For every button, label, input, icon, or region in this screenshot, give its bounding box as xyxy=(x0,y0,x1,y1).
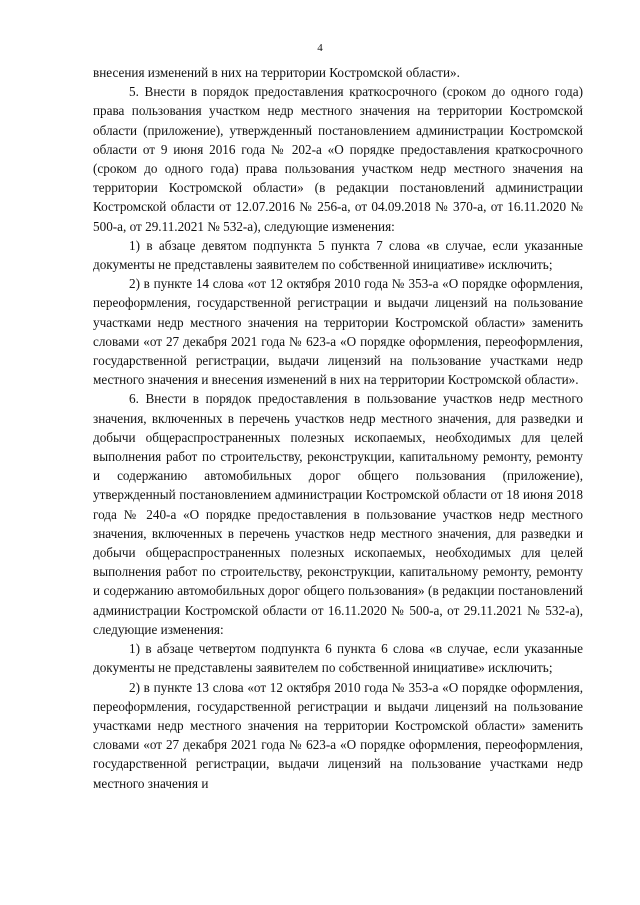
page-number: 4 xyxy=(317,42,323,54)
paragraph-item-6-1: 1) в абзаце четвертом подпункта 6 пункта 6 слова «в случае, если указанные документы не представлены заявителем по собственной инициативе» исключить; xyxy=(93,641,583,676)
paragraph-item-5-2: 2) в пункте 14 слова «от 12 октября 2010 года № 353-а «О порядке оформления, переоформления, государственной регистрации и выдачи лицензий на пользование участками недр местного значения на территории Костромской области» заменить словами «от 27 декабря 2021 года № 623-а «О порядке оформления, переоформления, государственной регистрации, выдачи лицензий на пользование участками недр местного значения и внесения изменений в них на территории Костромской области». xyxy=(93,276,583,388)
paragraph-item-6: 6. Внести в порядок предоставления в пользование участков недр местного значения, включенных в перечень участков недр местного значения, для разведки и добычи общераспространенных полезных ископаемых, необходимых для целей выполнения работ по строительству, реконструкции, капитальному ремонту, ремонту и содержанию автомобильных дорог общего пользования (приложение), утвержденный постановлением администрации Костромской области от 18 июня 2018 года № 240-а «О порядке предоставления в пользование участков недр местного значения, включенных в перечень участков недр местного значения, для разведки и добычи общераспространенных полезных ископаемых, необходимых для целей выполнения работ по строительству, реконструкции, капитальному ремонту, ремонту и содержанию автомобильных дорог общего пользования» (в редакции постановлений администрации Костромской области от 16.11.2020 № 500-а, от 29.11.2021 № 532-а), следующие изменения: xyxy=(93,391,583,637)
paragraph-item-6-2: 2) в пункте 13 слова «от 12 октября 2010 года № 353-а «О порядке оформления, переоформления, государственной регистрации и выдачи лицензий на пользование участками недр местного значения на территории Костромской области» заменить словами «от 27 декабря 2021 года № 623-а «О порядке оформления, переоформления, государственной регистрации, выдачи лицензий на пользование участками недр местного значения и xyxy=(93,679,583,791)
document-body xyxy=(93,63,583,793)
paragraph-continuation: внесения изменений в них на территории Костромской области». xyxy=(93,65,460,80)
paragraph-item-5: 5. Внести в порядок предоставления краткосрочного (сроком до одного года) права пользования участком недр местного значения на территории Костромской области (приложение), утвержденный постановлением администрации Костромской области от 9 июня 2016 года № 202-а «О порядке предоставления краткосрочного (сроком до одного года) права пользования участком недр местного значения на территории Костромской области» (в редакции постановлений администрации Костромской области от 12.07.2016 № 256-а, от 04.09.2018 № 370-а, от 16.11.2020 № 500-а, от 29.11.2021 № 532-а), следующие изменения: xyxy=(93,84,583,234)
paragraph-item-5-1: 1) в абзаце девятом подпункта 5 пункта 7 слова «в случае, если указанные документы не представлены заявителем по собственной инициативе» исключить; xyxy=(93,237,583,273)
